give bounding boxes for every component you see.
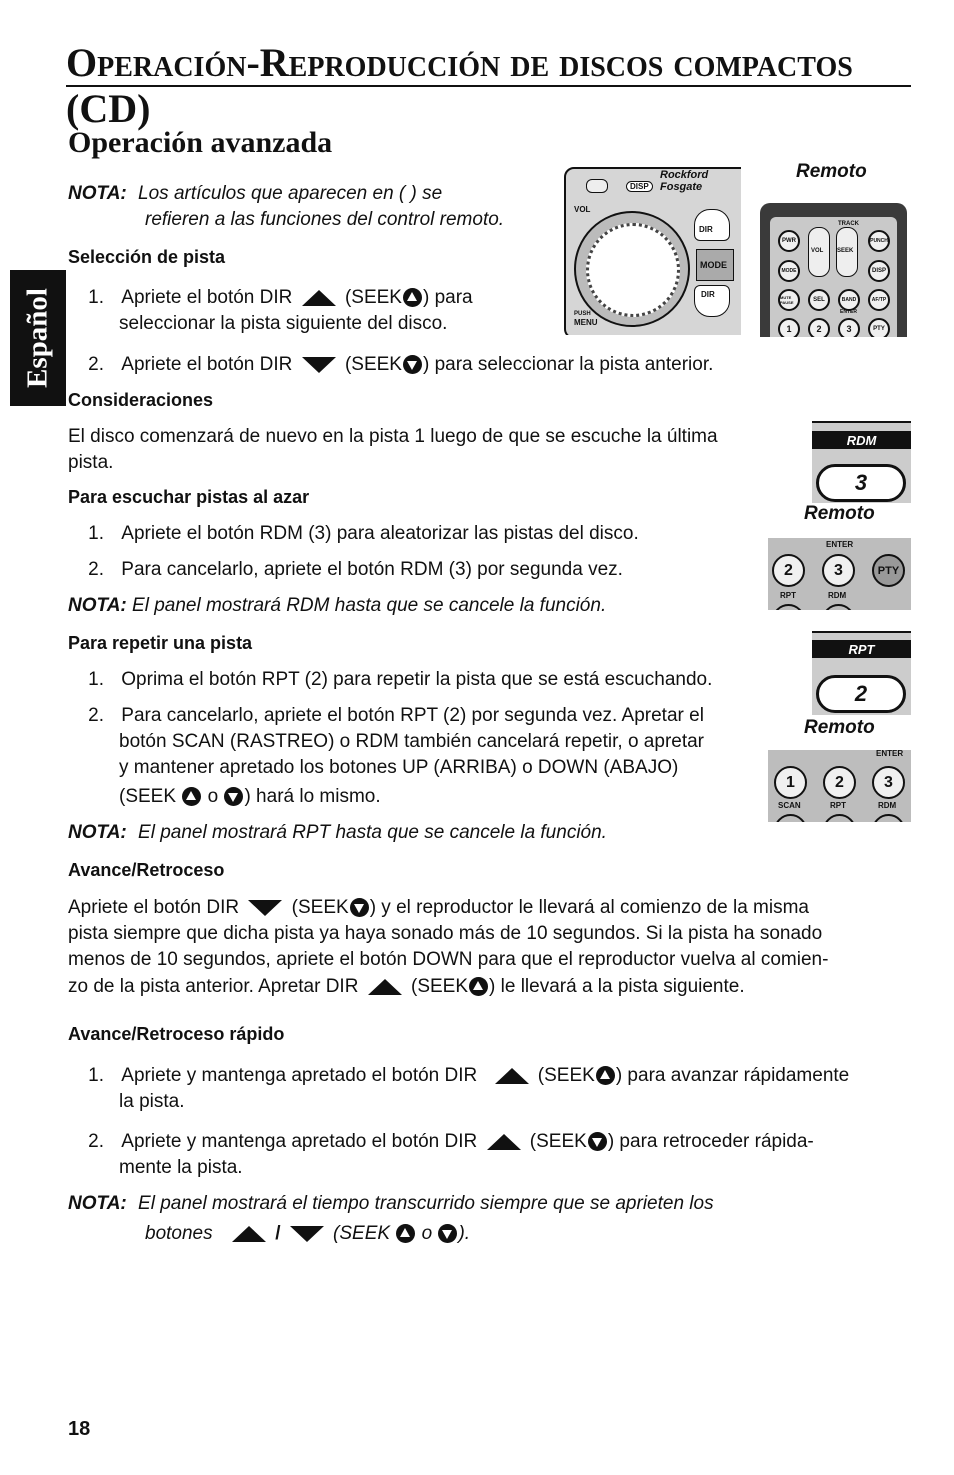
rdm-display-bar xyxy=(812,431,911,449)
seek-label: SEEK xyxy=(837,248,854,254)
item-text: (SEEK xyxy=(344,354,402,375)
rdm-button xyxy=(816,464,906,502)
item-text: Apriete el botón DIR xyxy=(121,287,293,308)
head-unit-figure xyxy=(564,167,741,335)
next-row-button xyxy=(823,814,856,822)
item-text: Apriete y mantenga apretado el botón DIR xyxy=(121,1131,478,1152)
remote-label: Remoto xyxy=(804,717,875,738)
item-text: (SEEK xyxy=(344,287,402,308)
item-text: (SEEK xyxy=(537,1065,595,1086)
mute-button xyxy=(778,289,800,311)
title-cd: (CD) xyxy=(66,86,151,131)
fast-item1 xyxy=(80,1063,849,1089)
dir-down-icon xyxy=(302,357,336,373)
button-2 xyxy=(772,554,805,587)
intro-note xyxy=(68,181,442,207)
advance-line4 xyxy=(68,974,745,1000)
button-2-label: 2 xyxy=(816,324,822,334)
note-text: El panel mostrará el tiempo transcurrido siempre que se aprieten los xyxy=(138,1193,714,1214)
enter-label: ENTER xyxy=(826,540,854,549)
pty-label: PTY xyxy=(873,326,885,332)
advance-line2: pista siempre que dicha pista ya haya sonado más de 10 segundos. Si la pista ha sonado xyxy=(68,923,823,944)
note-text: / xyxy=(275,1223,281,1244)
list-number: 2. xyxy=(88,1131,104,1152)
item-text: Apriete el botón DIR xyxy=(68,897,240,918)
punch-button xyxy=(868,230,890,252)
random-note xyxy=(68,593,606,619)
fast-item2-cont: mente la pista. xyxy=(119,1157,243,1178)
list-number: 2. xyxy=(88,354,104,375)
scan-label: SCAN xyxy=(778,801,801,810)
vol-rocker xyxy=(808,227,830,277)
band-label: BAND xyxy=(841,297,857,303)
dir-down-icon xyxy=(290,1226,324,1242)
rpt-display-bar xyxy=(812,640,911,658)
seek-down-icon xyxy=(350,898,369,917)
enter-label: ENTER xyxy=(840,309,857,315)
item-text: Para cancelarlo, apriete el botón RDM (3) por segunda vez. xyxy=(121,559,623,580)
fast-item1-cont: la pista. xyxy=(119,1091,185,1112)
next-row-button xyxy=(822,604,855,610)
fast-heading: Avance/Retroceso rápido xyxy=(68,1024,285,1044)
list-number: 2. xyxy=(88,559,104,580)
rpt-button-label: 2 xyxy=(854,681,868,706)
list-number: 1. xyxy=(88,669,104,690)
repeat-note xyxy=(68,820,607,846)
mode-remote-button xyxy=(778,260,800,282)
button-2-label: 2 xyxy=(784,561,793,579)
language-tab xyxy=(10,270,66,406)
list-number: 1. xyxy=(88,287,104,308)
disp-remote-button xyxy=(868,260,890,282)
fast-item2 xyxy=(80,1129,814,1155)
considerations-line2: pista. xyxy=(68,452,114,473)
item-text: ) para avanzar rápidamente xyxy=(615,1065,850,1086)
item-text: Apriete y mantenga apretado el botón DIR xyxy=(121,1065,478,1086)
dir-up-icon xyxy=(495,1068,529,1084)
menu-label: MENU xyxy=(574,318,598,327)
list-number: 1. xyxy=(88,523,104,544)
item-text: (SEEK xyxy=(291,897,349,918)
page-title xyxy=(66,40,911,131)
punch-label: PUNCH xyxy=(870,238,888,244)
vol-label: VOL xyxy=(574,205,591,214)
item-text: ) para seleccionar la pista anterior. xyxy=(422,354,714,375)
pwr-label: PWR xyxy=(782,238,796,244)
power-button xyxy=(586,179,608,193)
enter-label: ENTER xyxy=(876,750,904,758)
page-number: 18 xyxy=(68,1418,91,1440)
repeat-item2-l2: botón SCAN (RASTREO) o RDM también cancelará repetir, o apretar xyxy=(119,731,705,752)
button-2 xyxy=(823,766,856,799)
track-select-heading: Selección de pista xyxy=(68,247,226,267)
remote-figure xyxy=(760,203,907,337)
considerations-line1: El disco comenzará de nuevo en la pista 1 luego de que se escuche la última xyxy=(68,426,718,447)
seek-down-icon xyxy=(588,1132,607,1151)
vol-label: VOL xyxy=(811,248,824,254)
seek-up-icon xyxy=(182,787,201,806)
track-label: TRACK xyxy=(838,221,859,227)
mode-button xyxy=(696,249,734,281)
track-select-item1 xyxy=(80,285,473,311)
title-main: Operación-Reproducción de discos compactos xyxy=(66,40,853,85)
button-3 xyxy=(822,554,855,587)
item-text: ) hará lo mismo. xyxy=(244,786,381,807)
button-3 xyxy=(872,766,905,799)
advance-heading: Avance/Retroceso xyxy=(68,860,225,880)
band-button xyxy=(838,289,860,311)
button-2 xyxy=(808,318,830,337)
rdm-bar-label: RDM xyxy=(846,432,877,448)
next-row-button xyxy=(772,604,805,610)
push-label: PUSH xyxy=(574,311,591,317)
note-text: El panel mostrará RDM hasta que se cancele la función. xyxy=(132,595,607,616)
brand-logo: Rockford Fosgate xyxy=(660,169,709,193)
intro-note-line1: Los artículos que aparecen en ( ) se xyxy=(138,183,443,204)
remote-label: Remoto xyxy=(796,161,867,182)
list-number: 1. xyxy=(88,1065,104,1086)
track-select-item2 xyxy=(80,352,713,378)
section-subtitle: Operación avanzada xyxy=(68,126,333,159)
rdm-panel-figure xyxy=(812,421,911,503)
mode-label: MODE xyxy=(781,268,797,274)
button-1 xyxy=(778,318,800,337)
fast-note xyxy=(68,1191,714,1217)
sel-button xyxy=(808,289,830,311)
list-number: 2. xyxy=(88,705,104,726)
item-text: ) para xyxy=(422,287,473,308)
button-1-label: 1 xyxy=(786,773,795,791)
seek-up-icon xyxy=(596,1066,615,1085)
note-text: ). xyxy=(458,1223,471,1244)
dir-up-icon xyxy=(487,1134,521,1150)
intro-note-line2: refieren a las funciones del control remoto. xyxy=(145,209,505,230)
dir-down-icon xyxy=(248,900,282,916)
item-text: Oprima el botón RPT (2) para repetir la pista que se está escuchando. xyxy=(121,669,713,690)
language-tab-label: Español xyxy=(21,288,54,388)
mode-label: MODE xyxy=(700,260,727,270)
rdm-label: RDM xyxy=(878,801,897,810)
button-2-label: 2 xyxy=(835,773,844,791)
item-text: Apriete el botón RDM (3) para aleatorizar las pistas del disco. xyxy=(121,523,639,544)
item-text: (SEEK xyxy=(411,976,469,997)
button-3 xyxy=(838,318,860,337)
dir-down-button xyxy=(694,285,730,317)
item-text: Apriete el botón DIR xyxy=(121,354,293,375)
dir-label: DIR xyxy=(701,290,715,299)
disp-label: DISP xyxy=(626,181,653,192)
repeat-heading: Para repetir una pista xyxy=(68,633,253,653)
considerations-heading: Consideraciones xyxy=(68,390,214,410)
rdm-button-label: 3 xyxy=(854,470,868,495)
sel-label: SEL xyxy=(813,297,825,303)
item-text: ) y el reproductor le llevará al comienzo de la misma xyxy=(369,897,809,918)
note-label: NOTA: xyxy=(68,1193,127,1214)
seek-up-icon xyxy=(403,288,422,307)
dir-up-button xyxy=(694,209,730,241)
button-1-label: 1 xyxy=(786,324,792,334)
item-text: Para cancelarlo, apriete el botón RPT (2) por segunda vez. Apretar el xyxy=(121,705,704,726)
note-text: botones xyxy=(145,1223,213,1244)
note-label: NOTA: xyxy=(68,822,127,843)
volume-knob xyxy=(586,223,680,317)
rpt-label: RPT xyxy=(780,591,796,600)
repeat-item2-l4 xyxy=(119,784,381,810)
seek-up-icon xyxy=(396,1224,415,1243)
repeat-item1 xyxy=(80,667,712,693)
repeat-item2-l3: y mantener apretado los botones UP (ARRIBA) o DOWN (ABAJO) xyxy=(119,757,679,778)
button-3-label: 3 xyxy=(884,773,893,791)
rpt-remote-figure xyxy=(768,750,911,822)
pty-button xyxy=(868,318,890,337)
dir-up-icon xyxy=(302,290,336,306)
fast-note-line2 xyxy=(145,1221,470,1247)
mute-label: MUTE PAUSE xyxy=(780,295,794,305)
seek-down-icon xyxy=(438,1224,457,1243)
dir-up-icon xyxy=(368,979,402,995)
next-row-button xyxy=(872,814,905,822)
track-select-item1-cont: seleccionar la pista siguiente del disco. xyxy=(119,313,448,334)
rpt-button xyxy=(816,675,906,713)
rdm-label: RDM xyxy=(828,591,847,600)
rdm-remote-figure xyxy=(768,538,911,610)
item-text: (SEEK xyxy=(529,1131,587,1152)
seek-up-icon xyxy=(469,977,488,996)
item-text: (SEEK xyxy=(119,786,177,807)
button-1 xyxy=(774,766,807,799)
seek-down-icon xyxy=(403,355,422,374)
pty-button xyxy=(872,554,905,587)
note-label: NOTA: xyxy=(68,183,127,204)
seek-rocker xyxy=(836,227,858,277)
repeat-item2 xyxy=(80,703,704,729)
dir-up-icon xyxy=(232,1226,266,1242)
item-text: ) le llevará a la pista siguiente. xyxy=(489,976,745,997)
random-item1 xyxy=(80,521,639,547)
remote-label: Remoto xyxy=(804,503,875,524)
af-tp-button xyxy=(868,289,890,311)
random-item2 xyxy=(80,557,623,583)
seek-down-icon xyxy=(224,787,243,806)
button-3-label: 3 xyxy=(846,324,852,334)
item-text: zo de la pista anterior. Apretar DIR xyxy=(68,976,359,997)
item-text: o xyxy=(207,786,219,807)
button-3-label: 3 xyxy=(834,561,843,579)
pty-label: PTY xyxy=(877,564,900,577)
item-text: ) para retroceder rápida- xyxy=(607,1131,814,1152)
rpt-bar-label: RPT xyxy=(848,641,875,657)
pwr-button xyxy=(778,230,800,252)
rpt-label: RPT xyxy=(830,801,846,810)
disp-label: DISP xyxy=(871,268,886,274)
af-label: AF/TP xyxy=(871,297,887,303)
advance-line3: menos de 10 segundos, apriete el botón DOWN para que el reproductor vuelva al comien- xyxy=(68,949,829,970)
rpt-panel-figure xyxy=(812,631,911,715)
note-text: o xyxy=(421,1223,433,1244)
next-row-button xyxy=(774,814,807,822)
note-text: (SEEK xyxy=(333,1223,391,1244)
note-text: El panel mostrará RPT hasta que se cancele la función. xyxy=(138,822,607,843)
random-heading: Para escuchar pistas al azar xyxy=(68,487,310,507)
advance-line1 xyxy=(68,895,809,921)
dir-label: DIR xyxy=(699,225,713,234)
note-label: NOTA: xyxy=(68,595,127,616)
